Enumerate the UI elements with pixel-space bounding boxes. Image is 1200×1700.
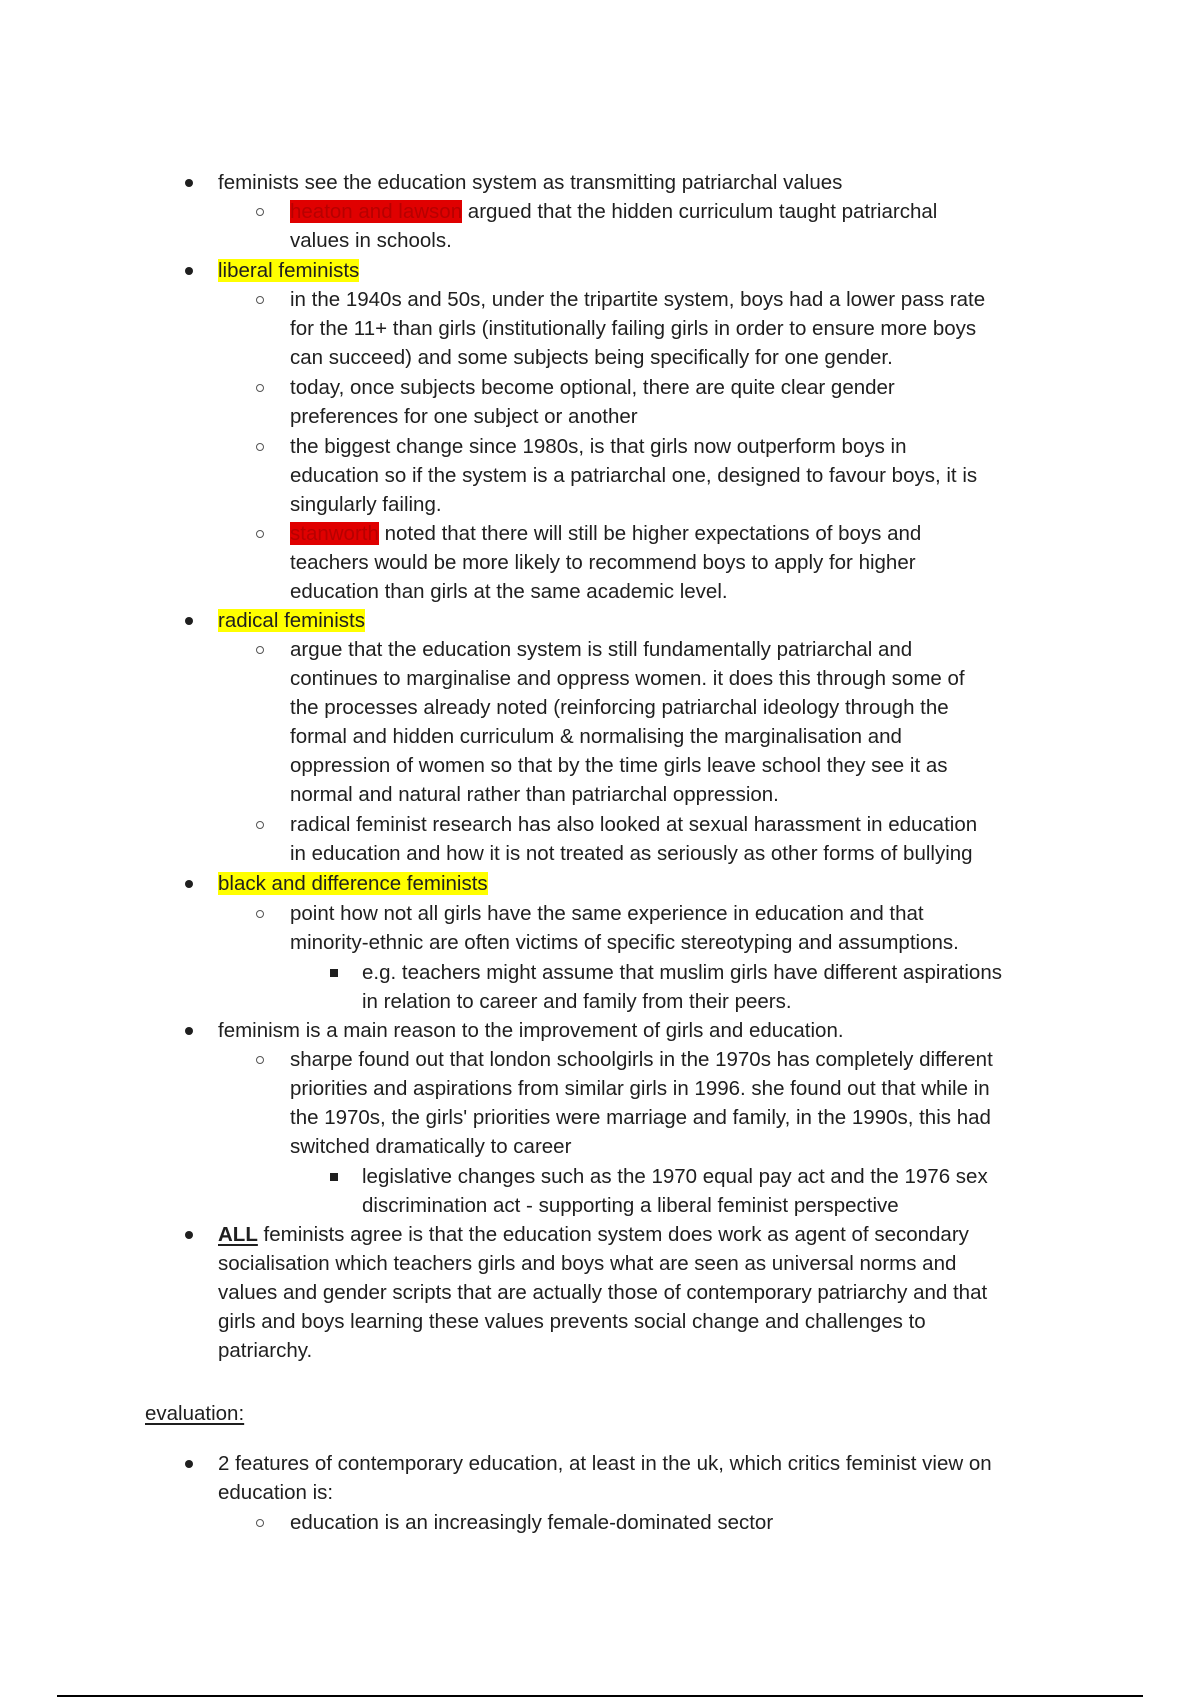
bottom-rule	[57, 1695, 1143, 1697]
list-item-text: legislative changes such as the 1970 equal pay act and the 1976 sex	[362, 1165, 988, 1188]
evaluation-heading: evaluation:	[145, 1402, 245, 1425]
bullet-disc	[185, 1231, 193, 1239]
list-item-text: radical feminist research has also looked at sexual harassment in education	[290, 813, 978, 836]
list-item-text: teachers would be more likely to recommend boys to apply for higher	[290, 551, 916, 574]
bullet-circle	[256, 443, 264, 451]
bullet-disc	[185, 880, 193, 888]
list-item-text: preferences for one subject or another	[290, 405, 638, 428]
list-item-text: discrimination act - supporting a liberal feminist perspective	[362, 1194, 899, 1217]
bullet-disc	[185, 179, 193, 187]
list-item-text: in education and how it is not treated as seriously as other forms of bullying	[290, 842, 973, 865]
list-item-text: heaton and lawson argued that the hidden curriculum taught patriarchal	[290, 200, 938, 223]
list-item-text: ALL feminists agree is that the education system does work as agent of secondary	[218, 1223, 969, 1246]
list-item-text: education is an increasingly female-dominated sector	[290, 1511, 774, 1534]
list-item-text: point how not all girls have the same experience in education and that	[290, 902, 924, 925]
section-heading: black and difference feminists	[218, 872, 488, 895]
bullet-square	[330, 1173, 338, 1181]
list-item-text: minority-ethnic are often victims of specific stereotyping and assumptions.	[290, 931, 959, 954]
list-item-text: the biggest change since 1980s, is that girls now outperform boys in	[290, 435, 907, 458]
list-item-text: can succeed) and some subjects being specifically for one gender.	[290, 346, 893, 369]
bullet-disc	[185, 267, 193, 275]
list-item-text: priorities and aspirations from similar girls in 1996. she found out that while in	[290, 1077, 990, 1100]
list-item-text: oppression of women so that by the time girls leave school they see it as	[290, 754, 948, 777]
list-item-text: 2 features of contemporary education, at least in the uk, which critics feminist view on	[218, 1452, 992, 1475]
list-item-text: girls and boys learning these values prevents social change and challenges to	[218, 1310, 926, 1333]
list-item-text: formal and hidden curriculum & normalising the marginalisation and	[290, 725, 902, 748]
list-item-text: the processes already noted (reinforcing patriarchal ideology through the	[290, 696, 949, 719]
list-item-text: argue that the education system is still fundamentally patriarchal and	[290, 638, 913, 661]
highlighted-name: stanworth	[290, 522, 379, 545]
list-item-text: e.g. teachers might assume that muslim girls have different aspirations	[362, 961, 1002, 984]
list-item-text: feminism is a main reason to the improvement of girls and education.	[218, 1019, 844, 1042]
list-item-text: in the 1940s and 50s, under the tripartite system, boys had a lower pass rate	[290, 288, 986, 311]
highlighted-name: heaton and lawson	[290, 200, 463, 223]
list-item-text: sharpe found out that london schoolgirls in the 1970s has completely different	[290, 1048, 993, 1071]
bullet-circle	[256, 530, 264, 538]
bullet-circle	[256, 1056, 264, 1064]
list-item-text: for the 11+ than girls (institutionally failing girls in order to ensure more boys	[290, 317, 977, 340]
bullet-circle	[256, 1519, 264, 1527]
list-item-text: stanworth noted that there will still be higher expectations of boys and	[290, 522, 922, 545]
list-item-text: today, once subjects become optional, there are quite clear gender	[290, 376, 895, 399]
list-item-text: singularly failing.	[290, 493, 442, 516]
bullet-circle	[256, 384, 264, 392]
section-heading: liberal feminists	[218, 259, 360, 282]
list-item-text: education than girls at the same academic level.	[290, 580, 728, 603]
section-heading: radical feminists	[218, 609, 365, 632]
bullet-square	[330, 969, 338, 977]
list-item-text: socialisation which teachers girls and boys what are seen as universal norms and	[218, 1252, 957, 1275]
list-item-text: switched dramatically to career	[290, 1135, 572, 1158]
list-item-text: education so if the system is a patriarchal one, designed to favour boys, it is	[290, 464, 978, 487]
list-item-text: patriarchy.	[218, 1339, 313, 1362]
list-item-text: values and gender scripts that are actually those of contemporary patriarchy and that	[218, 1281, 988, 1304]
bullet-disc	[185, 1460, 193, 1468]
list-item-text: education is:	[218, 1481, 334, 1504]
bullet-disc	[185, 617, 193, 625]
list-item-text: values in schools.	[290, 229, 452, 252]
bullet-circle	[256, 296, 264, 304]
bullet-disc	[185, 1027, 193, 1035]
bullet-circle	[256, 821, 264, 829]
list-item-text: the 1970s, the girls' priorities were marriage and family, in the 1990s, this had	[290, 1106, 991, 1129]
bullet-circle	[256, 208, 264, 216]
bullet-circle	[256, 646, 264, 654]
bullet-circle	[256, 910, 264, 918]
emphasis-all: ALL	[218, 1223, 258, 1246]
list-item-text: normal and natural rather than patriarchal oppression.	[290, 783, 779, 806]
list-item-text: in relation to career and family from their peers.	[362, 990, 792, 1013]
list-item-text: continues to marginalise and oppress women. it does this through some of	[290, 667, 965, 690]
list-item-text: feminists see the education system as transmitting patriarchal values	[218, 171, 843, 194]
